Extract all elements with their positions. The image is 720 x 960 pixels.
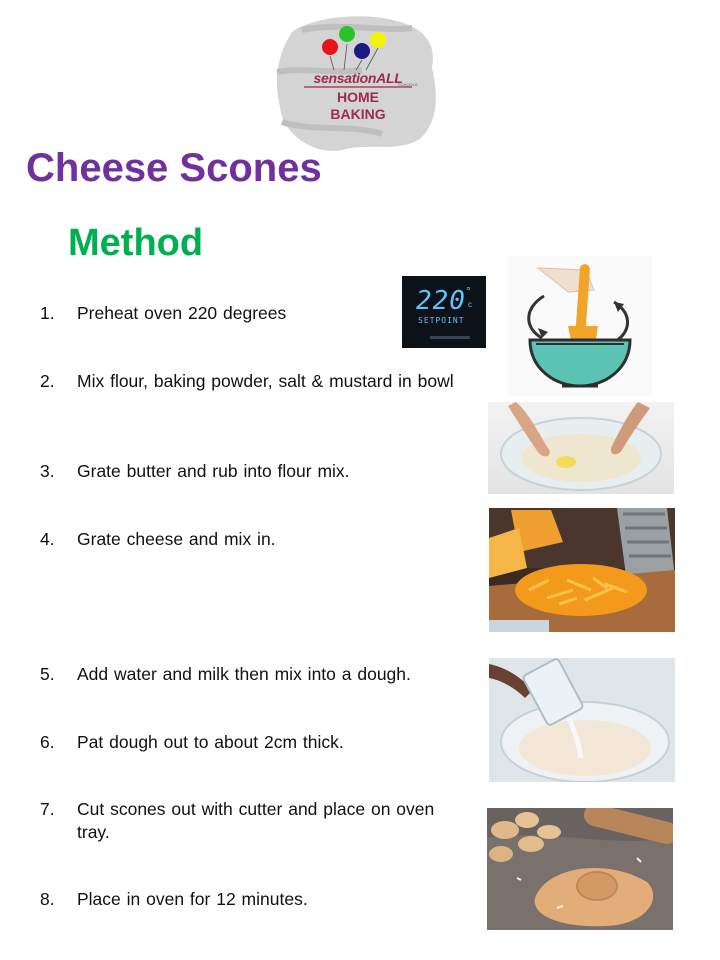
step-number: 4. [40,529,55,549]
rubbing-flour-photo [488,402,674,494]
method-heading: Method [68,222,204,264]
step-text: Grate cheese and mix in. [77,529,276,549]
step-number: 3. [40,461,55,481]
celsius-label: c [468,300,472,309]
cutting-scones-photo [487,808,673,930]
balloon-green-icon [339,26,355,42]
step-number: 7. [40,799,55,819]
balloon-navy-icon [354,43,370,59]
logo-brand: sensationALL [313,70,403,86]
step-text: Cut scones out with cutter and place on oven tray. [77,799,435,842]
step-number: 8. [40,889,55,909]
step-number: 2. [40,371,55,391]
pouring-milk-photo [489,658,675,782]
degree-symbol: ° [466,284,471,298]
sensationall-logo [272,12,442,157]
grated-cheese-photo [489,508,675,632]
step-text: Preheat oven 220 degrees [77,303,287,323]
balloon-red-icon [322,39,338,55]
step-number: 1. [40,303,55,323]
step-text: Place in oven for 12 minutes. [77,889,308,909]
balloon-yellow-icon [370,32,386,48]
oven-temp-readout: 220 [416,286,466,316]
logo-line1: HOME [337,89,379,105]
logo-line2: BAKING [330,106,386,122]
step-text: Mix flour, baking powder, salt & mustard in bowl [77,371,454,391]
step-text: Add water and milk then mix into a dough. [77,664,411,684]
step-text: Pat dough out to about 2cm thick. [77,732,344,752]
logo-small-text: SCHOOLS [398,82,418,87]
step-number: 5. [40,664,55,684]
page-title: Cheese Scones [26,146,322,190]
step-text: Grate butter and rub into flour mix. [77,461,350,481]
mixing-bowl-icon [506,256,652,396]
step-number: 6. [40,732,55,752]
oven-display-image [402,276,486,348]
setpoint-label: SETPOINT [418,316,465,325]
